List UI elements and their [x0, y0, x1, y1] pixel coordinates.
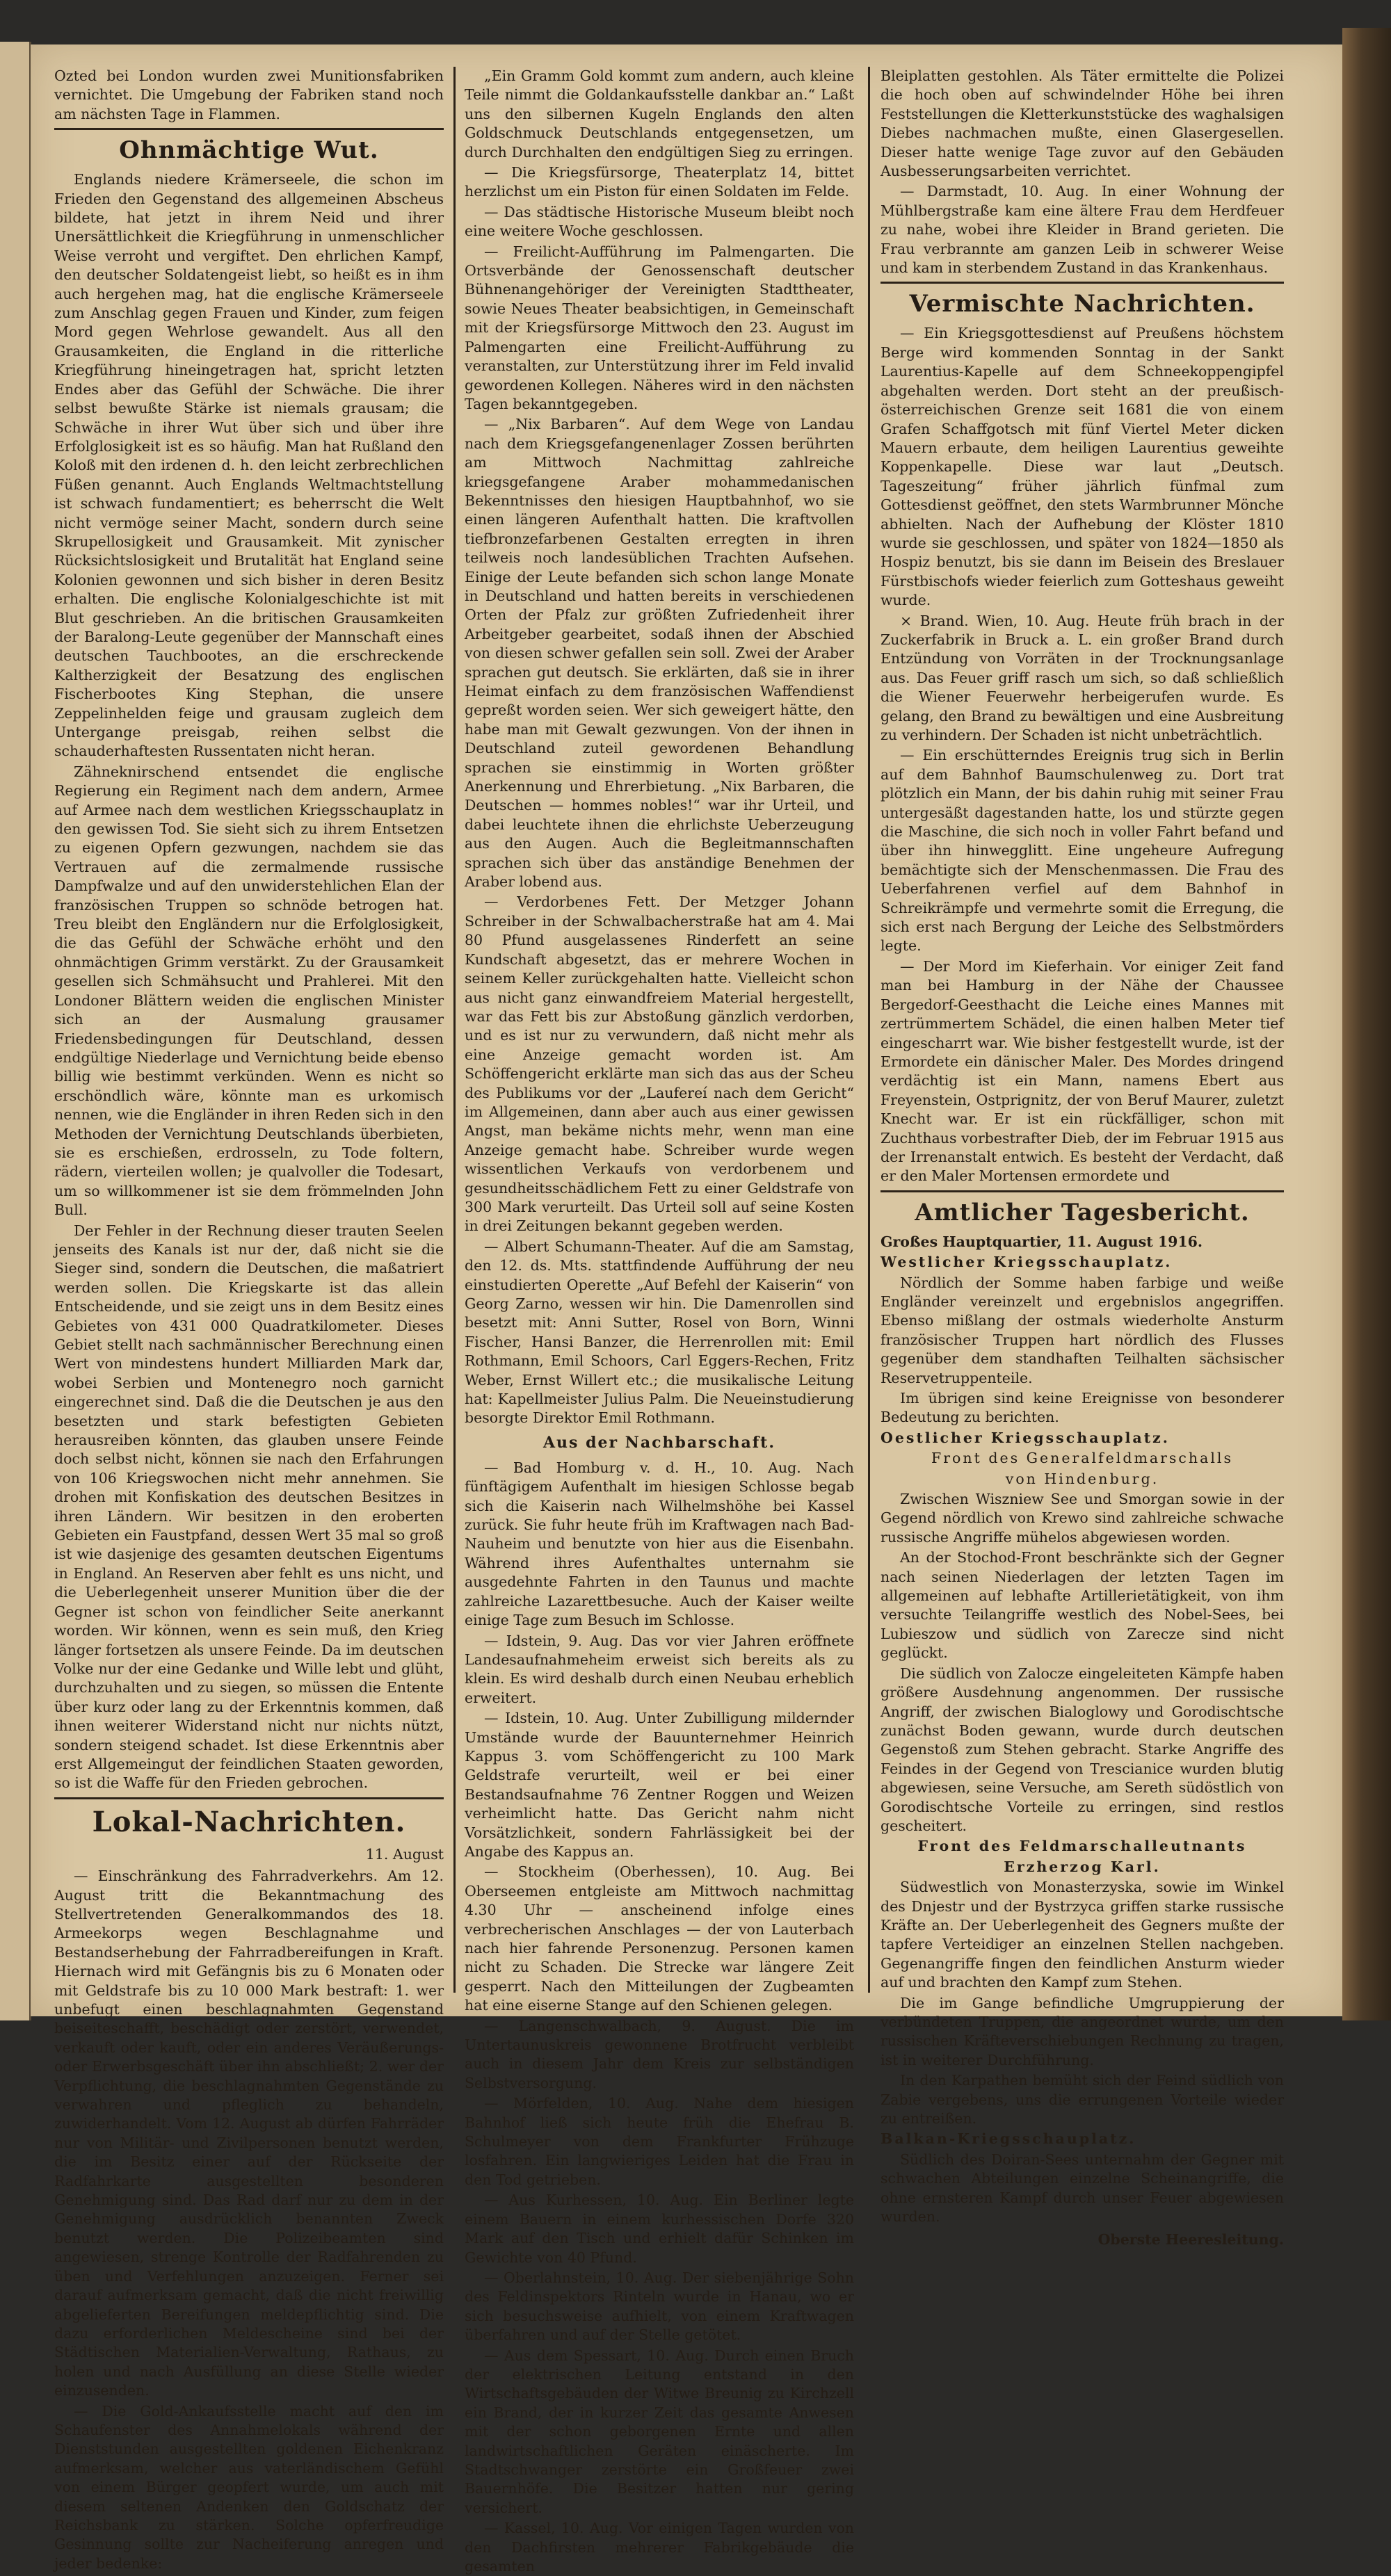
- paragraph: — Oberlahnstein, 10. Aug. Der siebenjährige Sohn des Feldinspektors Rinteln wurde in Hanau, wo er sich besuchsweise aufhielt, von einem Kraftwagen überfahren und auf der Stelle getötet.: [465, 2269, 854, 2344]
- paragraph: Zähneknirschend entsendet die englische Regierung ein Regiment nach dem andern, Armee auf Armee nach dem westlichen Kriegsschauplatz in den gewissen Tod. Sie sieht sich zu ihrem Entsetzen zu eigenen Opfern gezwungen, nachdem sie das Vertrauen auf die zermalmende russische Dampfwalze und auf den unwiderstehlichen Elan der französischen Truppen so schnöde betrogen hat. Treu bleibt den Engländern nur die Erfolglosigkeit, die das Gefühl der Schwäche erhöht und den ohnmächtigen Grimm verstärkt. Zu der Grausamkeit gesellen sich Schmähsucht und Prahlerei. Mit den Londoner Blättern weiden die englischen Minister sich an der Ausmalung grausamer Friedensbedingungen für Deutschland, dessen endgültige Niederlage und Vernichtung beide ebenso billig wie bestimmt verkünden. Wenn es nicht so erschöndlich wäre, könnte man es urkomisch nennen, wie die Engländer in ihren Reden sich in den Methoden der Vernichtung Deutschlands überbieten, sie es erschießen, erdrosseln, zu Tode foltern, rädern, vierteilen wollen; je qualvoller die Todesart, um so willkommener ist sie dem frömmelnden John Bull.: [54, 763, 444, 1219]
- subheading-east: Oestlicher Kriegsschauplatz.: [881, 1429, 1170, 1446]
- paragraph: — Stockheim (Oberhessen), 10. Aug. Bei Oberseemen entgleiste am Mittwoch nachmittag 4.30 Uhr — anscheinend infolge eines verbrecherischen Anschlages — der von Lauterbach nach hier fahrende Personenzug. Personen kamen nicht zu Schaden. Die Strecke war längere Zeit gesperrt. Nach den Mitteilungen der Zugbeamten hat eine eiserne Stange auf den Schienen gelegen.: [465, 1863, 854, 2014]
- report-dateline: Großes Hauptquartier, 11. August 1916.: [881, 1233, 1203, 1250]
- column-1: [54, 67, 444, 2572]
- paragraph: — Idstein, 10. Aug. Unter Zubilligung mildernder Umstände wurde der Bauunternehmer Heinrich Kappus 3. vom Schöffengericht zu 100 Mark Geldstrafe verurteilt, weil er bei einer Bestandsaufnahme 76 Zentner Roggen und Weizen verheimlicht hatte. Das Gericht nahm nicht Vorsätzlichkeit, sondern Fahrlässigkeit bei der Angabe des Kappus an.: [465, 1710, 854, 1860]
- paragraph: Bleiplatten gestohlen. Als Täter ermittelte die Polizei die hoch oben auf schwindelnder Höhe bei ihren Feststellungen die Kletterkunststücke des waghalsigen Diebes nachmachen mußte, einen Glasergesellen. Dieser hatte wenige Tage zuvor auf den Gebäuden Ausbesserungsarbeiten verrichtet.: [881, 67, 1284, 180]
- paragraph: × Brand. Wien, 10. Aug. Heute früh brach in der Zuckerfabrik in Bruck a. L. ein großer Brand durch Entzündung von Vorräten in der Trocknungsanlage aus. Das Feuer griff rasch um sich, so daß schließlich die Wiener Feuerwehr herbeigerufen wurde. Es gelang, den Brand zu bewältigen und eine Ausbreitung zu verhindern. Der Schaden ist nicht unbeträchtlich.: [881, 612, 1284, 743]
- divider: [881, 282, 1284, 284]
- subheading-front-karl: Front des Feldmarschalleutnants: [917, 1838, 1247, 1855]
- paragraph: — Darmstadt, 10. Aug. In einer Wohnung der Mühlbergstraße kam eine ältere Frau dem Herdfeuer zu nahe, wobei ihre Kleider in Brand gerieten. Die Frau verbrannte am ganzen Leib in schwerer Weise und kam in sterbendem Zustand in das Krankenhaus.: [881, 183, 1284, 277]
- column-3: [881, 67, 1284, 2249]
- paragraph: Ozted bei London wurden zwei Munitionsfabriken vernichtet. Die Umgebung der Fabriken stand noch am nächsten Tage in Flammen.: [54, 67, 444, 122]
- paragraph: — Kassel, 10. Aug. Vor einigen Tagen wurden von den Dachfirsten mehrerer Fabrikgebäude die gesamten: [465, 2520, 854, 2575]
- paragraph: „Ein Gramm Gold kommt zum andern, auch kleine Teile nimmt die Goldankaufsstelle dankbar an.“ Laßt uns den silbernen Kugeln Englands den alten Goldschmuck Deutschlands entgegensetzen, um durch Durchhalten den endgültigen Sieg zu erringen.: [465, 67, 854, 161]
- subheading-front-hindenburg-2: von Hindenburg.: [1005, 1470, 1159, 1487]
- paragraph: Der Fehler in der Rechnung dieser trauten Seelen jenseits des Kanals ist nur der, daß nicht sie die Sieger sind, sondern die Deutschen, die maßatriert werden sollen. Die Kriegskarte ist das allein Entscheidende, und sie zeigt uns in dem Besitz eines Gebietes von 431 000 Quadratkilometer. Dieses Gebiet stellt nach sachmännischer Berechnung einen Wert von mindestens hundert Milliarden Mark dar, wobei Serbien und Montenegro noch garnicht eingerechnet sind. Daß die die Deutschen je aus den besetzten und stark befestigten Gebieten herausreiben könnten, das glauben unsere Feinde doch selbst nicht, können sie nach den Erfahrungen von 106 Kriegswochen nicht mehr annehmen. Sie drohen mit Konfiskation des deutschen Besitzes in ihren Ländern. Wir besitzen in den eroberten Gebieten ein Faustpfand, dessen Wert 35 mal so groß ist wie dasjenige des gesamten deutschen Eigentums in England. An Reserven aber fehlt es uns nicht, und die Ueberlegenheit unserer Munition über die der Gegner ist schon von feindlicher Seite anerkannt worden. Wir können, wenn es sein muß, den Krieg länger fortsetzen als unsere Feinde. Da im deutschen Volke nur der eine Gedanke und Wille lebt und glüht, durchzuhalten und zu siegen, so müssen die Entente über kurz oder lang zu der Erkenntnis kommen, daß ihnen weiterer Widerstand nicht nur nichts nützt, sondern steigend schadet. Ist diese Erkenntnis aber erst Allgemeingut der feindlichen Staaten geworden, so ist die Waffe für den Frieden gebrochen.: [54, 1222, 444, 1792]
- paragraph: — Freilicht-Aufführung im Palmengarten. Die Ortsverbände der Genossenschaft deutscher Bühnenangehöriger der Vereinigten Stadttheater, sowie Neues Theater beabsichtigen, in Gemeinschaft mit der Kriegsfürsorge Mittwoch den 23. August im Palmengarten eine Freilicht-Aufführung zu veranstalten, zur Unterstützung ihrer im Feld invalid gewordenen Kollegen. Näheres wird in den nächsten Tagen bekanntgegeben.: [465, 243, 854, 412]
- subheading-front-hindenburg: Front des Generalfeldmarschalls: [931, 1450, 1233, 1467]
- paragraph: — Ein Kriegsgottesdienst auf Preußens höchstem Berge wird kommenden Sonntag in der Sankt Laurentius-Kapelle auf dem Schneekoppengipfel abgehalten werden. Dort steht an der preußisch-österreichischen Grenze seit 1681 die von einem Grafen Schaffgotsch mit fünf Viertel Meter dicken Mauern erbaute, dem heiligen Laurentius geweihte Koppenkapelle. Diese war laut „Deutsch. Tageszeitung“ früher jährlich fünfmal zum Gottesdienst geöffnet, den stets Warmbrunner Mönche abhielten. Nach der Aufhebung der Klöster 1810 wurde sie geschlossen, und später von 1824—1850 als Hospiz benutzt, bis sie dann im Beisein des Breslauer Fürstbischofs wieder feierlich zum Gotteshaus geweiht wurde.: [881, 325, 1284, 609]
- paragraph: An der Stochod-Front beschränkte sich der Gegner nach seinen Niederlagen der letzten Tagen im allgemeinen auf lebhafte Artillerietätigkeit, von ihm versuchte Teilangriffe westlich des Nobel-Sees, bei Lubieszow und südlich von Zarecze sind nicht geglückt.: [881, 1549, 1284, 1662]
- paragraph: — Der Mord im Kieferhain. Vor einiger Zeit fand man bei Hamburg in der Nähe der Chaussee Bergedorf-Geesthacht die Leiche eines Mannes mit zertrümmertem Schädel, die einen halben Meter tief eingescharrt war. Wie bisher festgestellt wurde, ist der Ermordete ein dänischer Maler. Des Mordes dringend verdächtig ist ein Mann, namens Ebert aus Freyenstein, Ostprignitz, der von Beruf Maurer, zuletzt Knecht war. Er ist ein rückfälliger, schon mit Zuchthaus vorbestrafter Dieb, der im Februar 1915 aus der Irrenanstalt entwich. Es besteht der Verdacht, daß er den Maler Mortensen ermordete und: [881, 957, 1284, 1185]
- heading-aus-der-nachbarschaft: Aus der Nachbarschaft.: [542, 1433, 776, 1452]
- dateline: 11. August: [365, 1845, 444, 1863]
- paragraph: — Langenschwalbach, 9. August. Die im Untertaunuskreis gewonnene Brotfrucht verbleibt auch in diesem Jahr dem Kreis zur selbständigen Selbstversorgung.: [465, 2017, 854, 2091]
- adjacent-page-edge: [0, 42, 31, 2020]
- heading-ohnmaechtige-wut: Ohnmächtige Wut.: [119, 136, 379, 165]
- paragraph: — Die Gold-Ankaufsstelle macht auf den im Schaufenster des Annahmelokals während der Dienststunden ausgestellten goldenen Eichenkranz aufmerksam, welcher aus vaterländischem Gefühl von einem Bürger geopfert wurde, um auch mit diesem seltenen Andenken den Goldschatz der Reichsbank zu stärken. Solche opferfreudige Gesinnung sollte zur Nacheiferung anregen und jeder bedenke:: [54, 2402, 444, 2572]
- paragraph: — Verdorbenes Fett. Der Metzger Johann Schreiber in der Schwalbacherstraße hat am 4. Mai 80 Pfund ausgelassenes Rinderfett an seine Kundschaft abgesetzt, das er mehrere Wochen in seinem Keller zurückgehalten hatte. Vielleicht schon aus nicht ganz einwandfreiem Material hergestellt, war das Fett bis zur Abstoßung gänzlich verdorben, und es ist nur zu verwundern, daß nicht mehr als eine Anzeige gemacht worden ist. Am Schöffengericht erklärte man sich das aus der Scheu des Publikums vor der „Laufereí nach dem Gericht“ im Allgemeinen, dann aber auch aus einer gewissen Angst, man bekäme nichts mehr, wenn man eine Anzeige gemacht habe. Schreiber wurde wegen wissentlichen Verkaufs von verdorbenem und gesundheitsschädlichem Fett zu einer Geldstrafe von 300 Mark verurteilt. Das Urteil soll auf seine Kosten in drei Zeitungen bekannt gegeben werden.: [465, 893, 854, 1235]
- heading-lokal-nachrichten: Lokal-Nachrichten.: [92, 1805, 406, 1838]
- paragraph: Im übrigen sind keine Ereignisse von besonderer Bedeutung zu berichten.: [881, 1390, 1284, 1426]
- column-rule-2: [868, 67, 870, 1993]
- paragraph: Englands niedere Krämerseele, die schon im Frieden den Gegenstand des allgemeinen Abscheus bildete, hat jetzt in ihrem Neid und ihrer Unersättlichkeit die Kriegführung in unmenschlicher Weise verroht und vergiftet. Den ehrlichen Kampf, den deutscher Soldatengeist liebt, so heißt es in ihm auch hergehen mag, hat die englische Krämerseele zum Anschlag gegen Frauen und Kinder, zum feigen Mord gegen Wehrlose gewandelt. Aus all den Grausamkeiten, die England in die ritterliche Kriegführung hineingetragen hat, spricht letzten Endes aber das Gefühl der Schwäche. Die ihrer selbst bewußte Stärke ist niemals grausam; die Schwäche in ihrer Wut über sich und über ihre Erfolglosigkeit ist es so häufig. Man hat Rußland den Koloß mit den irdenen d. h. den leicht zerbrechlichen Füßen genannt. Auch Englands Weltmachtstellung ist schwach fundamentiert; es beherrscht die Welt nicht vermöge seiner Macht, sondern durch seine Skrupellosigkeit und Grausamkeit. Mit zynischer Rücksichtslosigkeit und Brutalität hat England seine Kolonien gewonnen und sich bisher in deren Besitz erhalten. Die englische Kolonialgeschichte ist mit Blut geschrieben. An die britischen Grausamkeiten der Baralong-Leute gegenüber der Mannschaft eines deutschen Tauchbootes, an die erschreckende Kaltherzigkeit der Besatzung des englischen Fischerbootes King Stephan, die unsere Zeppelinhelden feige und grausam zugleich dem Untergange preisgab, reihen selbst die schauderhaftesten Russentaten nicht heran.: [54, 171, 444, 760]
- paragraph: Die südlich von Zalocze eingeleiteten Kämpfe haben größere Ausdehnung angenommen. Der russische Angriff, der zwischen Bialoglowy und Gorodischtsche zunächst Boden gewann, wurde durch deutschen Gegenstoß zum Stehen gebracht. Starke Angriffe des Feindes in der Gegend von Trescianice wurden blutig abgewiesen, seine Versuche, am Sereth südöstlich von Gorodischtsche Vorteile zu erringen, sind restlos gescheitert.: [881, 1664, 1284, 1834]
- subheading-west: Westlicher Kriegsschauplatz.: [881, 1254, 1173, 1271]
- paragraph: Nördlich der Somme haben farbige und weiße Engländer vereinzelt und ergebnislos angegriffen. Ebenso mißlang der ostmals wiederholte Ansturm französischer Truppen hart nördlich des Flusses gegenüber dem standhaften Teilhalten sächsischer Reservetruppenteile.: [881, 1274, 1284, 1386]
- paragraph: — Ein erschütterndes Ereignis trug sich in Berlin auf dem Bahnhof Baumschulenweg zu. Dort trat plötzlich ein Mann, der bis dahin ruhig mit seiner Frau untergesäßt dagestanden hatte, los und stürzte gegen die Maschine, die sich noch in voller Fahrt befand und über ihn hinwegglitt. Eine ungeheure Aufregung bemächtigte sich der Menschenmassen. Die Frau des Ueberfahrenen verfiel auf dem Bahnhof in Schreikrämpfe und vermehrte somit die Erregung, die sich erst nach Bergung der Leiche des Selbstmörders legte.: [881, 747, 1284, 955]
- heading-vermischte-nachrichten: Vermischte Nachrichten.: [909, 290, 1255, 318]
- subheading-front-karl-2: Erzherzog Karl.: [1004, 1858, 1161, 1875]
- signature: Oberste Heeresleitung.: [1097, 2231, 1284, 2249]
- paragraph: Zwischen Wiszniew See und Smorgan sowie in der Gegend nördlich von Krewo sind zahlreiche schwache russische Angriffe mühelos abgewiesen worden.: [881, 1491, 1284, 1546]
- paragraph: — Bad Homburg v. d. H., 10. Aug. Nach fünftägigem Aufenthalt im hiesigen Schlosse begab sich die Kaiserin nach Wilhelmshöhe bei Kassel zurück. Sie fuhr heute früh im Kraftwagen nach Bad-Nauheim und benutzte von hier aus die Eisenbahn. Während ihres Aufenthaltes unternahm sie ausgedehnte Fahrten in den Taunus und machte zahlreiche Lazarettbesuche. Auch der Kaiser weilte einige Tage zum Besuch im Schlosse.: [465, 1459, 854, 1629]
- divider: [881, 1190, 1284, 1192]
- paragraph: — Mörfelden, 10. Aug. Nahe dem hiesigen Bahnhof ließ sich heute früh die Ehefrau B. Schulmeyer von dem Frankfurter Frühzuge losfahren. Ein langwieriges Leiden hat die Frau in den Tod getrieben.: [465, 2095, 854, 2188]
- column-2: [465, 67, 854, 2575]
- paragraph: — Das städtische Historische Museum bleibt noch eine weitere Woche geschlossen.: [465, 203, 854, 240]
- paragraph: Die im Gange befindliche Umgruppierung der verbündeten Truppen, die angeordnet wurde, um den russischen Kräfteverschiebungen Rechnung zu tragen, ist in weiterer Durchführung.: [881, 1994, 1284, 2068]
- divider: [54, 1797, 444, 1799]
- paragraph: — Idstein, 9. Aug. Das vor vier Jahren eröffnete Landesaufnahmeheim erweist sich bereits als zu klein. Es wird deshalb durch einen Neubau erheblich erweitert.: [465, 1632, 854, 1706]
- paragraph: — Einschränkung des Fahrradverkehrs. Am 12. August tritt die Bekanntmachung des Stellvertretenden Generalkommandos des 18. Armeekorps wegen Beschlagnahme und Bestandserhebung der Fahrradbereifungen in Kraft. Hiernach wird mit Gefängnis bis zu 6 Monaten oder mit Geldstrafe bis zu 10 000 Mark bestraft: 1. wer unbefugt einen beschlagnahmten Gegenstand beiseiteschafft, beschädigt oder zerstört, verwendet, verkauft oder kauft, oder ein anderes Veräußerungs- oder Erwerbsgeschäft über ihn abschließt; 2. wer der Verpflichtung, die beschlagnahmten Gegenstände zu verwahren und pfleglich zu behandeln, zuwiderhandelt. Vom 12. August ab dürfen Fahrräder nur von Militär- und Zivilpersonen benutzt werden, die im Besitz einer auf der Rückseite der Radfahrkarte ausgestellten besonderen Genehmigung sind. Das Rad darf nur zu dem in der Genehmigung ausdrücklich benannten Zweck benutzt werden. Die Polizeibeamten sind angewiesen, strenge Kontrolle der Radfahrenden zu üben und Verfehlungen anzuzeigen. Ferner sei darauf aufmerksam gemacht, daß die nicht freiwillig abgelieferten Bereifungen meldepflichtig sind. Die dazu erforderlichen Meldescheine sind bei der Städtischen Materialien-Verwaltung, Rathaus, zu holen und nach Ausfüllung an diese Stelle wieder einzusenden.: [54, 1868, 444, 2399]
- paragraph: — Albert Schumann-Theater. Auf die am Samstag, den 12. ds. Mts. stattfindende Aufführung der neu einstudierten Operette „Auf Befehl der Kaiserin“ von Georg Zarno, wessen wir hin. Die Damenrollen sind besetzt mit: Anni Sutter, Rosel von Born, Winni Fischer, Hansi Banzer, die Herrenrollen mit: Emil Rothmann, Emil Schoors, Carl Eggers-Rechen, Fritz Weber, Ernst Willert etc.; die musikalische Leitung hat: Kapellmeister Julius Palm. Die Neueinstudierung besorgte Direktor Emil Rothmann.: [465, 1238, 854, 1427]
- column-rule-1: [453, 67, 456, 1993]
- paragraph: Südlich des Doiran-Sees unternahm der Gegner mit schwachen Abteilungen einzelne Scheinangriffe, die ohne ernsteren Kampf durch unser Feuer abgewiesen wurden.: [881, 2150, 1284, 2226]
- subheading-balkan: Balkan-Kriegsschauplatz.: [881, 2130, 1136, 2148]
- heading-amtlicher-tagesbericht: Amtlicher Tagesbericht.: [915, 1198, 1250, 1226]
- paragraph: Südwestlich von Monasterzyska, sowie im Winkel des Dnjestr und der Bystrzyca griffen starke russische Kräfte an. Der Ueberlegenheit des Gegners mußte der tapfere Verteidiger an einzelnen Stellen nachgeben. Gegenangriffe fingen den feindlichen Ansturm wieder auf und brachten den Kampf zum Stehen.: [881, 1879, 1284, 1991]
- paragraph: — „Nix Barbaren“. Auf dem Wege von Landau nach dem Kriegsgefangenenlager Zossen berührten am Mittwoch Nachmittag zahlreiche kriegsgefangene Araber mohammedanischen Bekenntnisses den hiesigen Hauptbahnhof, wo sie einen längeren Aufenthalt hatten. Die kraftvollen tiefbronzefarbenen Gestalten erregten in ihren teilweis noch landesüblichen Trachten Aufsehen. Einige der Leute befanden sich schon lange Monate in Deutschland und hatten bereits in verschiedenen Orten der Pfalz zur größten Zufriedenheit ihrer Arbeitgeber gearbeitet, sodaß ihnen der Abschied von diesen schwer gefallen sein soll. Zwei der Araber sprachen gut deutsch. Sie erklärten, daß sie in ihrer Heimat einfach zu dem französischen Waffendienst gepreßt worden seien. Wer sich geweigert hätte, den habe man mit Gewalt gezwungen. Von der ihnen in Deutschland zuteil gewordenen Behandlung sprachen sie einstimmig in Worten größter Anerkennung und Ehrerbietung. „Nix Barbaren, die Deutschen — hommes nobles!“ war ihr Urteil, und dabei leuchtete ihnen die ehrlichste Ueberzeugung aus den Augen. Auch die Begleitmannschaften sprachen sich über das anständige Benehmen der Araber lobend aus.: [465, 416, 854, 891]
- book-binding: [1342, 28, 1391, 2020]
- paragraph: In den Karpathen bemüht sich der Feind südlich von Zabie vergebens, uns die errungenen Vorteile wieder zu entreißen.: [881, 2072, 1284, 2128]
- paragraph: — Aus Kurhessen, 10. Aug. Ein Berliner legte einem Bauern in einem kurhessischen Dorfe 320 Mark auf den Tisch und erhielt dafür Schinken im Gewichte von 40 Pfund.: [465, 2192, 854, 2266]
- paragraph: — Aus dem Spessart, 10. Aug. Durch einen Bruch der elektrischen Leitung entstand in den Wirtschaftsgebäuden der Witwe Breunig zu Kirchzell ein Brand, der in kurzer Zeit das gesamte Anwesen mit der schon geborgenen Ernte und allen landwirtschaftlichen Geräten einäscherte. Im Stadtschwanger zerstörte ein Großfeuer zwei Bauernhöfe. Die Besitzer hatten nur gering versichert.: [465, 2347, 854, 2516]
- divider: [54, 128, 444, 130]
- paragraph: — Die Kriegsfürsorge, Theaterplatz 14, bittet herzlichst um ein Piston für einen Soldaten im Felde.: [465, 164, 854, 200]
